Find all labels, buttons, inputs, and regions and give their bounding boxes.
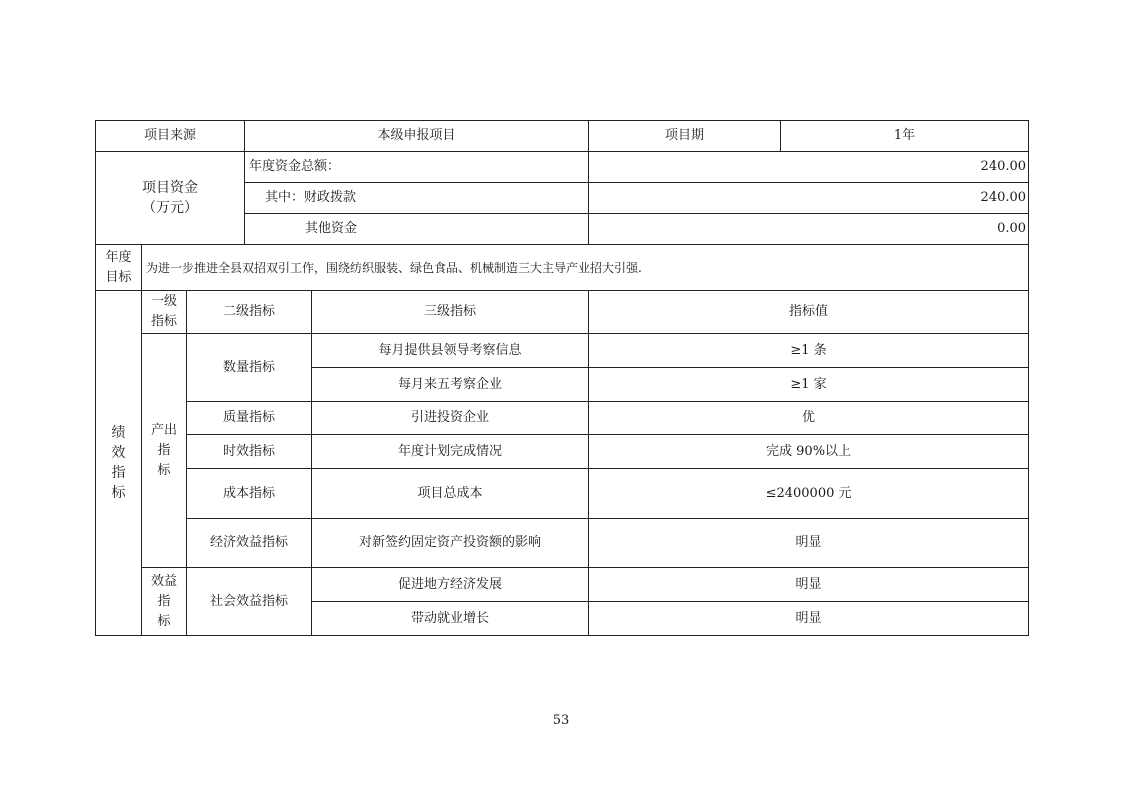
table-row xyxy=(96,568,1029,602)
header-level3: 三级指标 xyxy=(312,291,589,334)
table-row xyxy=(96,519,1029,568)
source-value: 本级申报项目 xyxy=(245,121,589,152)
quality-label: 质量指标 xyxy=(187,402,312,435)
table-row xyxy=(96,334,1029,368)
benefit-label-line2: 标 xyxy=(157,613,171,629)
economic-label: 经济效益指标 xyxy=(187,519,312,568)
quality-item: 引进投资企业 xyxy=(312,402,589,435)
output-indicator-label xyxy=(142,334,187,568)
social-value: 明显 xyxy=(589,568,1029,602)
table-row xyxy=(96,469,1029,519)
goal-text: 为进一步推进全县双招双引工作，围绕纺织服装、绿色食品、机械制造三大主导产业招大引强. xyxy=(142,245,1029,291)
cost-label: 成本指标 xyxy=(187,469,312,519)
timeliness-item: 年度计划完成情况 xyxy=(312,435,589,469)
table-row xyxy=(96,402,1029,435)
header-level1-line2: 指标 xyxy=(150,314,177,329)
table-row xyxy=(96,435,1029,469)
header-level2: 二级指标 xyxy=(187,291,312,334)
period-value: 1年 xyxy=(781,121,1029,152)
fund-label-line1: 项目资金 xyxy=(142,180,199,196)
table-row xyxy=(96,121,1029,152)
social-value: 明显 xyxy=(589,602,1029,636)
quantity-item: 每月提供县领导考察信息 xyxy=(312,334,589,368)
fund-total-value: 240.00 xyxy=(589,152,1029,183)
cost-value: ≤2400000 元 xyxy=(589,469,1029,519)
performance-goal-table xyxy=(95,120,1029,636)
header-level1 xyxy=(142,291,187,334)
output-label-line2: 标 xyxy=(157,462,171,478)
quantity-value: ≥1 条 xyxy=(589,334,1029,368)
period-label: 项目期 xyxy=(589,121,781,152)
quantity-label: 数量指标 xyxy=(187,334,312,402)
table-row xyxy=(96,291,1029,334)
social-label: 社会效益指标 xyxy=(187,568,312,636)
header-value: 指标值 xyxy=(589,291,1029,334)
header-level1-line1: 一级 xyxy=(150,294,177,309)
perf-char: 绩 xyxy=(111,425,126,441)
fund-other-value: 0.00 xyxy=(589,214,1029,245)
fund-total-label: 年度资金总额： xyxy=(245,152,589,183)
fund-fiscal-value: 240.00 xyxy=(589,183,1029,214)
table-row xyxy=(96,152,1029,183)
quality-value: 优 xyxy=(589,402,1029,435)
fund-label-line2: （万元） xyxy=(142,200,199,216)
fund-label-cell xyxy=(96,152,245,245)
economic-value: 明显 xyxy=(589,519,1029,568)
timeliness-value: 完成 90%以上 xyxy=(589,435,1029,469)
goal-label-line1: 年度 xyxy=(105,249,132,265)
output-label-line1: 产出指 xyxy=(150,422,177,458)
quantity-value: ≥1 家 xyxy=(589,368,1029,402)
social-item: 带动就业增长 xyxy=(312,602,589,636)
quantity-item: 每月来五考察企业 xyxy=(312,368,589,402)
benefit-indicator-label xyxy=(142,568,187,636)
perf-char: 效 xyxy=(111,445,126,461)
goal-label-line2: 目标 xyxy=(105,269,132,285)
fund-other-label: 其他资金 xyxy=(245,214,589,245)
goal-label-cell xyxy=(96,245,142,291)
perf-char: 指 xyxy=(111,465,126,481)
page-number: 53 xyxy=(552,713,570,728)
economic-item: 对新签约固定资产投资额的影响 xyxy=(312,519,589,568)
perf-char: 标 xyxy=(111,485,126,501)
social-item: 促进地方经济发展 xyxy=(312,568,589,602)
table-row xyxy=(96,245,1029,291)
benefit-label-line1: 效益指 xyxy=(150,573,177,609)
source-label: 项目来源 xyxy=(96,121,245,152)
timeliness-label: 时效指标 xyxy=(187,435,312,469)
cost-item: 项目总成本 xyxy=(312,469,589,519)
fund-fiscal-label: 其中：财政拨款 xyxy=(245,183,589,214)
performance-indicator-label xyxy=(96,291,142,636)
